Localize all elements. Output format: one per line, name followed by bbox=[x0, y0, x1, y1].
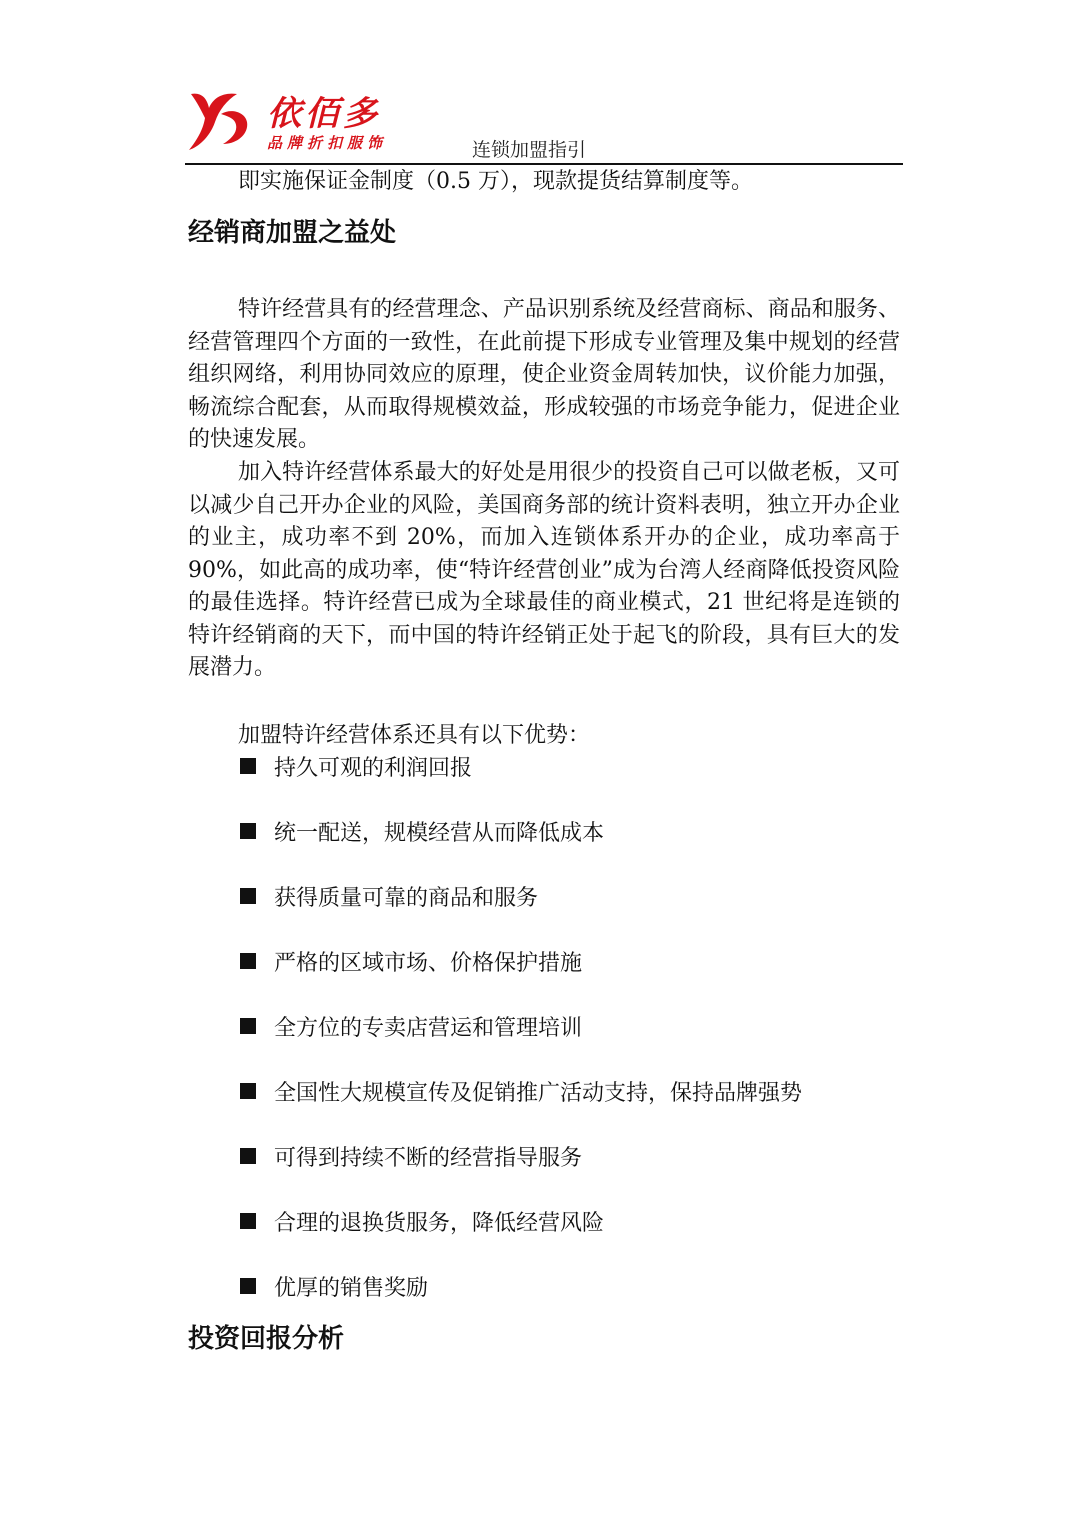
bullet-square-icon bbox=[240, 1018, 256, 1034]
bullet-square-icon bbox=[240, 758, 256, 774]
page-header bbox=[187, 86, 903, 164]
document-title: 连锁加盟指引 bbox=[472, 139, 587, 161]
paragraph-franchise-benefits: 加入特许经营体系最大的好处是用很少的投资自己可以做老板，又可以减少自己开办企业的风险，美国商务部的统计资料表明，独立开办企业的业主，成功率不到 20%，而加入连锁体系开办的企业，成功率高于 90%，如此高的成功率，使“特许经营创业”成为台湾人经商降低投资风险的最佳选择。特许经营已成为全球最佳的商业模式，21 世纪将是连锁的特许经销商的天下，而中国的特许经销正处于起飞的阶段，具有巨大的发展潜力。 bbox=[188, 460, 900, 680]
brand-tagline: 品牌折扣服饰 bbox=[267, 134, 388, 152]
bullet-square-icon bbox=[240, 953, 256, 969]
bullet-square-icon bbox=[240, 1213, 256, 1229]
section-heading-benefits: 经销商加盟之益处 bbox=[188, 218, 397, 248]
list-item: 全国性大规模宣传及促销推广活动支持，保持品牌强势 bbox=[240, 1076, 802, 1107]
advantages-intro: 加盟特许经营体系还具有以下优势： bbox=[238, 723, 591, 748]
section-heading-roi: 投资回报分析 bbox=[188, 1324, 345, 1354]
list-item: 统一配送，规模经营从而降低成本 bbox=[240, 816, 604, 847]
list-item: 严格的区域市场、价格保护措施 bbox=[240, 946, 582, 977]
bullet-square-icon bbox=[240, 1278, 256, 1294]
bullet-square-icon bbox=[240, 1083, 256, 1099]
brand-name: 依佰多 bbox=[267, 94, 381, 134]
list-item: 合理的退换货服务，降低经营风险 bbox=[240, 1206, 604, 1237]
bullet-square-icon bbox=[240, 823, 256, 839]
list-item: 可得到持续不断的经营指导服务 bbox=[240, 1141, 582, 1172]
bullet-square-icon bbox=[240, 888, 256, 904]
bullet-square-icon bbox=[240, 1148, 256, 1164]
top-line: 即实施保证金制度（0.5 万），现款提货结算制度等。 bbox=[238, 169, 753, 194]
list-item: 全方位的专卖店营运和管理培训 bbox=[240, 1011, 582, 1042]
brand-logo-icon bbox=[187, 88, 249, 152]
list-item: 获得质量可靠的商品和服务 bbox=[240, 881, 538, 912]
header-divider bbox=[185, 163, 903, 165]
list-item: 优厚的销售奖励 bbox=[240, 1271, 428, 1302]
list-item: 持久可观的利润回报 bbox=[240, 751, 472, 782]
paragraph-franchise-consistency: 特许经营具有的经营理念、产品识别系统及经营商标、商品和服务、经营管理四个方面的一致性，在此前提下形成专业管理及集中规划的经营组织网络，利用协同效应的原理，使企业资金周转加快，议价能力加强，畅流综合配套，从而取得规模效益，形成较强的市场竞争能力，促进企业的快速发展。 bbox=[188, 297, 900, 452]
